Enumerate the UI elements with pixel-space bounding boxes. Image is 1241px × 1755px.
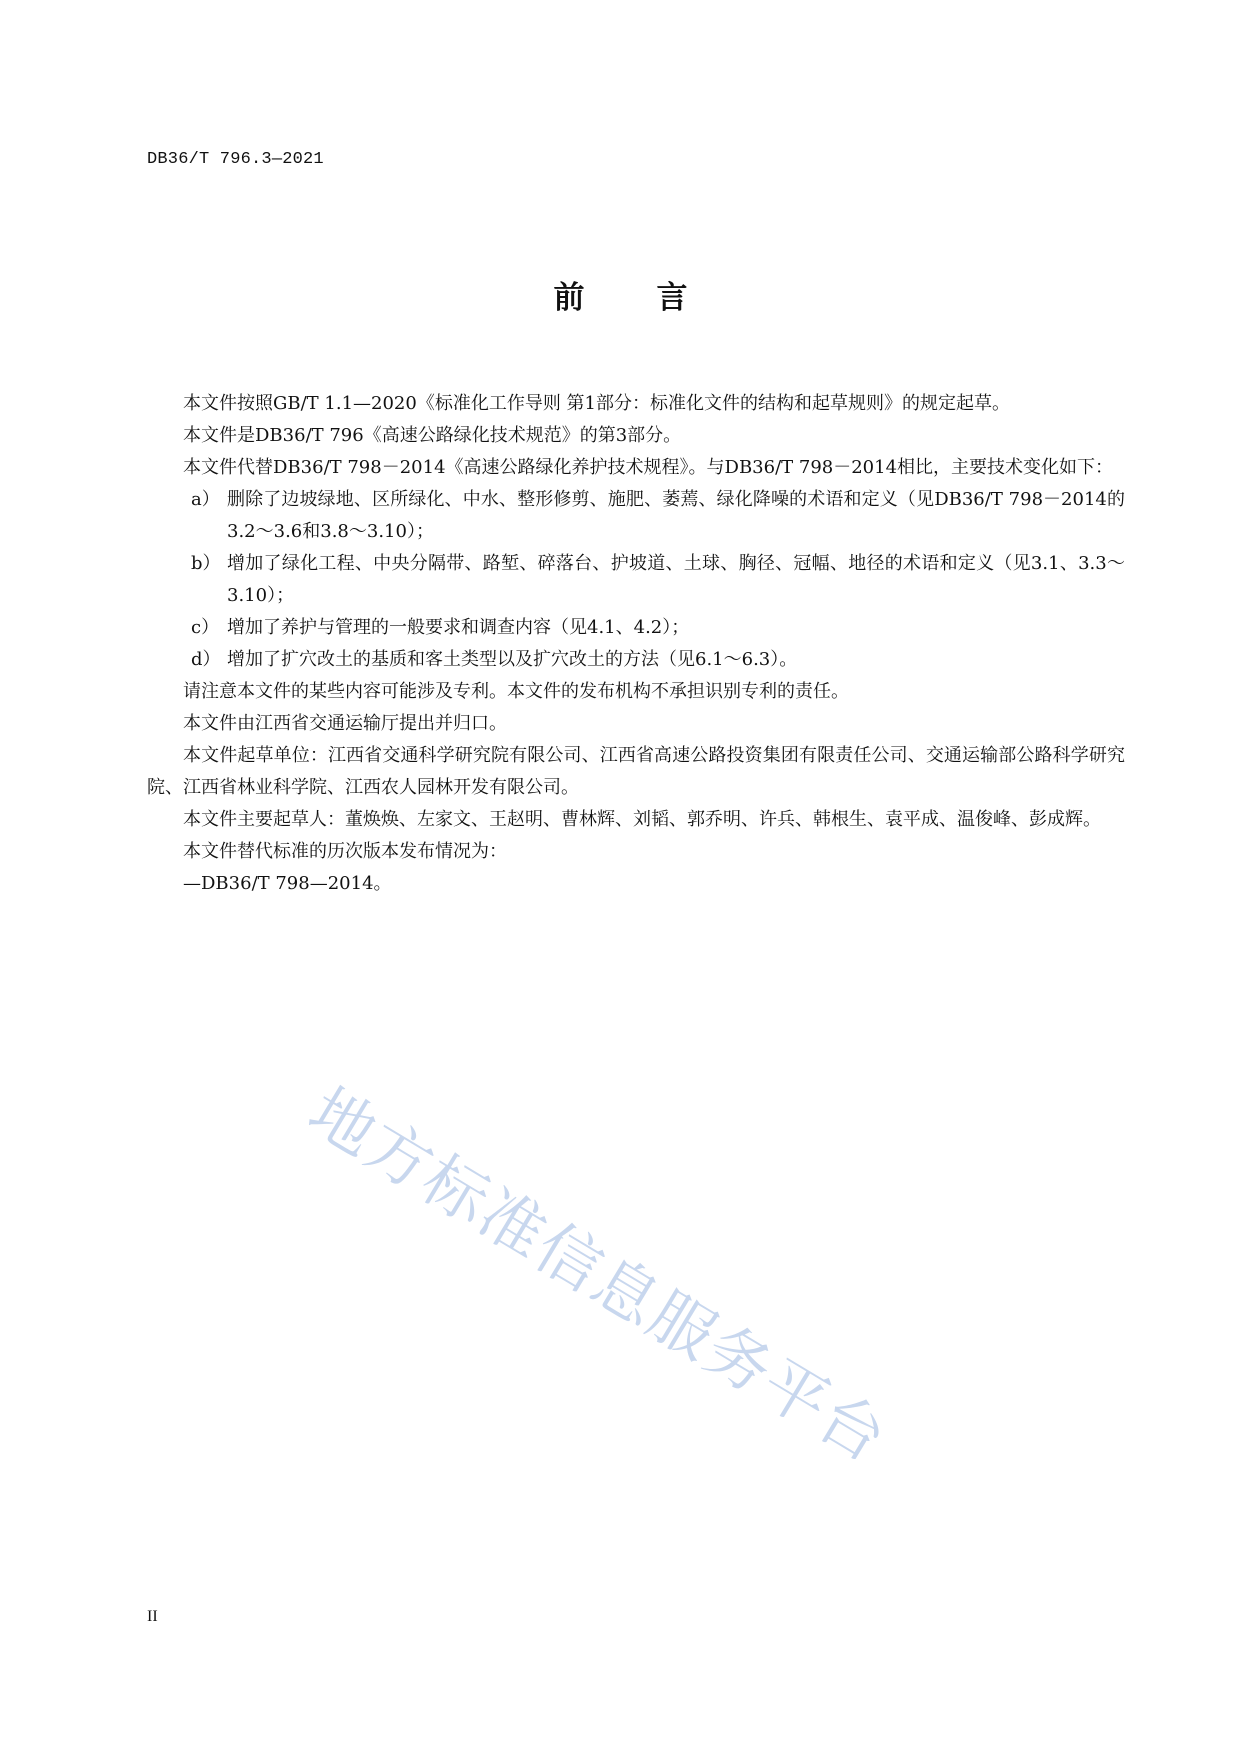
change-label-a: a） <box>191 489 220 510</box>
foreword-body <box>147 388 1125 900</box>
change-text-b: 增加了绿化工程、中央分隔带、路堑、碎落台、护坡道、土球、胸径、冠幅、地径的术语和定义（见3.1、3.3～3.10）； <box>227 553 1125 606</box>
change-text-c: 增加了养护与管理的一般要求和调查内容（见4.1、4.2）； <box>227 617 690 638</box>
change-label-d: d） <box>191 649 221 670</box>
paragraph-drafting-units: 本文件起草单位：江西省交通科学研究院有限公司、江西省高速公路投资集团有限责任公司、交通运输部公路科学研究院、江西省林业科学院、江西农人园林开发有限公司。 <box>147 745 1125 798</box>
title-char-1: 前 <box>553 280 585 316</box>
paragraph-drafting-rules: 本文件按照GB/T 1.1—2020《标准化工作导则 第1部分：标准化文件的结构和起草规则》的规定起草。 <box>183 393 1011 414</box>
paragraph-part-info: 本文件是DB36/T 796《高速公路绿化技术规范》的第3部分。 <box>183 425 682 446</box>
change-text-a: 删除了边坡绿地、区所绿化、中水、整形修剪、施肥、萎蔫、绿化降噪的术语和定义（见DB36/T 798－2014的3.2～3.6和3.8～3.10）； <box>227 489 1125 542</box>
change-label-b: b） <box>191 553 221 574</box>
change-item-d <box>147 644 1125 676</box>
paragraph-proposer: 本文件由江西省交通运输厅提出并归口。 <box>183 713 507 734</box>
change-text-d: 增加了扩穴改土的基质和客土类型以及扩穴改土的方法（见6.1～6.3）。 <box>227 649 798 670</box>
page-title <box>0 272 1241 317</box>
change-item-a <box>147 484 1125 548</box>
paragraph-patent-notice: 请注意本文件的某些内容可能涉及专利。本文件的发布机构不承担识别专利的责任。 <box>183 681 849 702</box>
document-code: DB36/T 796.3—2021 <box>147 150 324 169</box>
paragraph-replacement: 本文件代替DB36/T 798－2014《高速公路绿化养护技术规程》。与DB36/T 798－2014相比，主要技术变化如下： <box>183 457 1114 478</box>
change-item-b <box>147 548 1125 612</box>
watermark: 地方标准信息服务平台 <box>295 1074 900 1478</box>
page-number: II <box>147 1608 158 1625</box>
paragraph-drafters: 本文件主要起草人：董焕焕、左家文、王赵明、曹林辉、刘韬、郭乔明、许兵、韩根生、袁平成、温俊峰、彭成辉。 <box>183 809 1101 830</box>
paragraph-history-intro: 本文件替代标准的历次版本发布情况为： <box>183 841 507 862</box>
change-label-c: c） <box>191 617 220 638</box>
change-item-c <box>147 612 1125 644</box>
title-char-2: 言 <box>656 280 688 316</box>
paragraph-history-item: —DB36/T 798—2014。 <box>183 873 392 894</box>
